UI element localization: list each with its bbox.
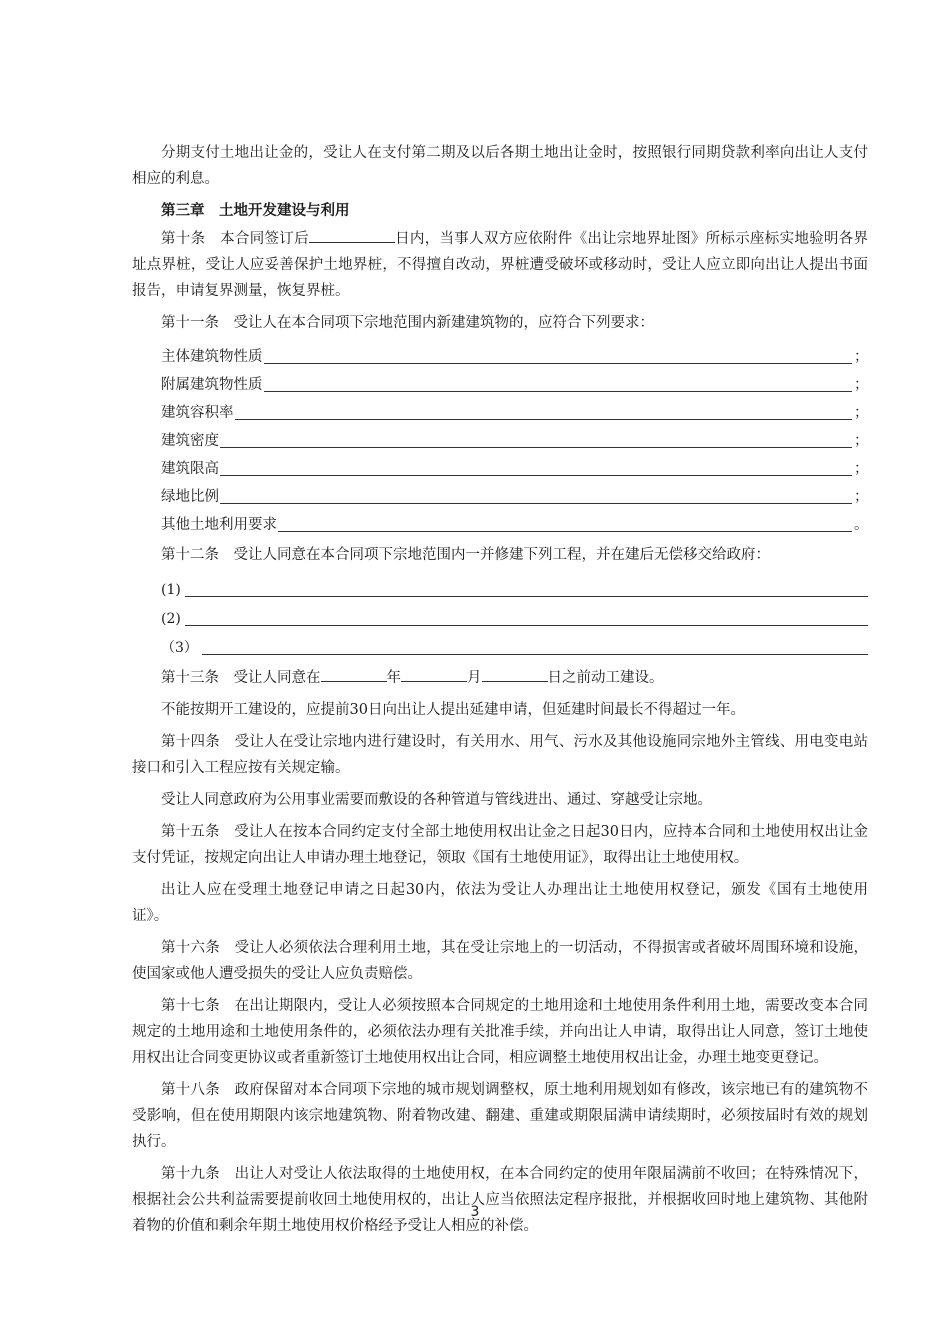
requirement-row xyxy=(132,342,868,370)
day-blank xyxy=(482,665,548,682)
year-blank xyxy=(321,665,387,682)
project-number: （3） xyxy=(161,640,198,656)
project-number: (1) xyxy=(161,582,181,598)
article-12-intro: 第十二条 受让人同意在本合同项下宗地范围内一并修建下列工程，并在建后无偿移交给政府： xyxy=(161,547,770,563)
document-body xyxy=(132,140,868,1245)
requirement-end: ； xyxy=(854,377,869,393)
requirement-label: 其他土地利用要求 xyxy=(161,517,277,533)
article-13-suffix: 日之前动工建设。 xyxy=(547,670,664,686)
year-label: 年 xyxy=(386,670,401,686)
month-label: 月 xyxy=(467,670,482,686)
requirement-label: 附属建筑物性质 xyxy=(161,377,263,393)
article-13 xyxy=(132,665,868,691)
article-11-intro: 第十一条 受让人在本合同项下宗地范围内新建建筑物的，应符合下列要求： xyxy=(161,315,654,331)
fill-line xyxy=(220,475,852,476)
requirement-row xyxy=(132,370,868,398)
article-16: 第十六条 受让人必须依法合理利用土地，其在受让宗地上的一切活动，不得损害或者破坏周围环境和设施，使国家或他人遭受损失的受让人应负责赔偿。 xyxy=(132,940,868,982)
requirement-row xyxy=(132,426,868,454)
article-18: 第十八条 政府保留对本合同项下宗地的城市规划调整权，原土地利用规划如有修改，该宗地已有的建筑物不受影响，但在使用期限内该宗地建筑物、附着物改建、翻建、重建或期限届满申请续期时，必须按届时有效的规划执行。 xyxy=(132,1082,868,1150)
article-13-prefix: 第十三条 受让人同意在 xyxy=(161,670,321,686)
article-10-prefix: 第十条 本合同签订后 xyxy=(161,231,309,247)
article-15: 第十五条 受让人在按本合同约定支付全部土地使用权出让金之日起30日内，应持本合同和土地使用权出让金支付凭证，按规定向出让人申请办理土地登记，领取《国有土地使用证》，取得出让土地使用权。 xyxy=(132,824,868,866)
paragraph-installment-interest: 分期支付土地出让金的，受让人在支付第二期及以后各期土地出让金时，按照银行同期贷款利率向出让人支付相应的利息。 xyxy=(132,145,868,187)
page-number: 3 xyxy=(470,1204,480,1220)
article-17: 第十七条 在出让期限内，受让人必须按照本合同规定的土地用途和土地使用条件利用土地，需要改变本合同规定的土地用途和土地使用条件的，必须依法办理有关批准手续，并向出让人申请，取得出让人同意，签订土地使用权出让合同变更协议或者重新签订土地使用权出让合同，相应调整土地使用权出让金，办理土地变更登记。 xyxy=(132,998,868,1066)
fill-line xyxy=(220,447,852,448)
fill-line xyxy=(185,625,868,626)
requirement-label: 建筑限高 xyxy=(161,461,219,477)
fill-line xyxy=(264,363,853,364)
requirement-end: ； xyxy=(854,405,869,421)
chapter-title: 第三章 土地开发建设与利用 xyxy=(161,203,350,219)
requirement-end: 。 xyxy=(854,517,869,533)
requirement-end: ； xyxy=(854,461,869,477)
requirement-label: 建筑容积率 xyxy=(161,405,234,421)
fill-line xyxy=(235,419,853,420)
project-row xyxy=(132,574,868,603)
requirement-end: ； xyxy=(854,433,869,449)
article-15-note: 出让人应在受理土地登记申请之日起30内，依法为受让人办理出让土地使用权登记，颁发《国有土地使用证》。 xyxy=(132,882,868,924)
fill-line xyxy=(264,391,853,392)
article-14-note: 受让人同意政府为公用事业需要而敷设的各种管道与管线进出、通过、穿越受让宗地。 xyxy=(161,792,712,808)
fill-line xyxy=(185,596,868,597)
fill-line xyxy=(202,654,868,655)
requirement-end: ； xyxy=(854,349,869,365)
requirement-label: 绿地比例 xyxy=(161,489,219,505)
fill-line xyxy=(220,503,852,504)
article-13-note: 不能按期开工建设的，应提前30日向出让人提出延建申请，但延建时间最长不得超过一年。 xyxy=(161,702,745,718)
requirement-row xyxy=(132,454,868,482)
article-10 xyxy=(132,226,868,304)
article-14: 第十四条 受让人在受让宗地内进行建设时，有关用水、用气、污水及其他设施同宗地外主管线、用电变电站接口和引入工程应按有关规定输。 xyxy=(132,734,868,776)
requirement-label: 建筑密度 xyxy=(161,433,219,449)
article-10-suffix: 日内，当事人双方应依附件《出让宗地界址图》所标示座标实地验明各界址点界桩，受让人应妥善保护土地界桩，不得擅自改动，界桩遭受破坏或移动时，受让人应立即向出让人提出书面报告，申请复界测量，恢复界桩。 xyxy=(132,231,868,299)
project-row xyxy=(132,632,868,661)
requirement-row xyxy=(132,398,868,426)
month-blank xyxy=(401,665,467,682)
article-19: 第十九条 出让人对受让人依法取得的土地使用权，在本合同约定的使用年限届满前不收回；在特殊情况下，根据社会公共利益需要提前收回土地使用权的，出让人应当依照法定程序报批，并根据收回时地上建筑物、其他附着物的价值和剩余年期土地使用权价格经予受让人相应的补偿。 xyxy=(132,1166,868,1234)
requirement-end: ； xyxy=(854,489,869,505)
project-number: (2) xyxy=(161,611,181,627)
fill-line xyxy=(278,531,852,532)
days-blank xyxy=(309,226,395,243)
requirement-label: 主体建筑物性质 xyxy=(161,349,263,365)
requirement-row xyxy=(132,482,868,510)
project-row xyxy=(132,603,868,632)
requirement-row xyxy=(132,510,868,538)
